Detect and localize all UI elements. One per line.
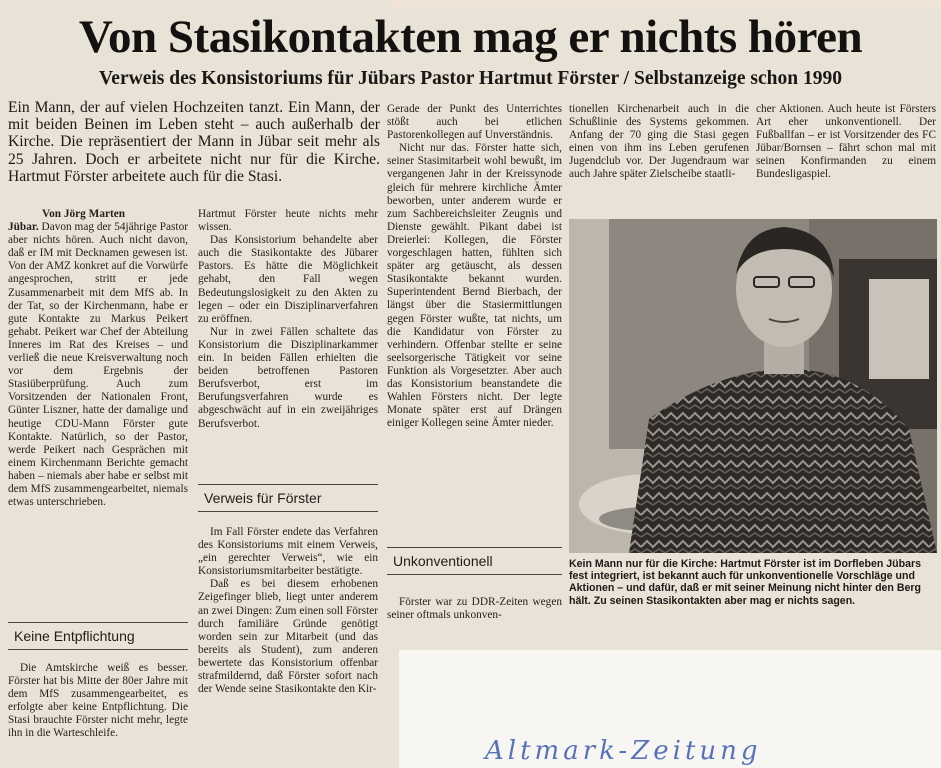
column-3-continued xyxy=(387,596,562,622)
column-2-continued xyxy=(198,526,378,696)
col3-paragraph-1: Gerade der Punkt des Unterrichtes stößt auch bei etlichen Pastorenkollegen auf Unverständnis. xyxy=(387,103,562,142)
column-4 xyxy=(569,103,749,182)
column-3 xyxy=(387,103,562,430)
col2-paragraph-2: Das Konsistorium behandelte aber auch die Stasikontakte des Jübarer Pastors. Es hätte die Möglichkeit gehabt, den Fall wegen Bedeutungslosigkeit zu den Akten zu legen – oder ein Disziplinarverfahren zu eröffnen. xyxy=(198,234,378,325)
headline: Von Stasikontakten mag er nichts hören xyxy=(78,11,863,63)
col2-paragraph-5: Daß es bei diesem erhobenen Zeigefinger blieb, liegt unter anderem an zwei Dingen: Zum einen soll Förster durch familiäre Gründe genötigt worden sein zur Mitarbeit (und das bereits als Student), zum anderen bewertete das Konsistorium offenbar strafmildernd, daß Förster sofort nach der Wende seine Stasikontakte den Kir- xyxy=(198,578,378,696)
portrait-photo xyxy=(569,219,937,553)
byline: Von Jörg Marten xyxy=(42,208,126,220)
col2-paragraph-4: Im Fall Förster endete das Verfahren des Konsistoriums mit einem Verweis, „ein gerechter Verweis“, wie ein Konsistoriumsmitarbeiter bestätigte. xyxy=(198,526,378,578)
col5-paragraph-1: cher Aktionen. Auch heute ist Försters Art eher unkonventionell. Der Fußballfan – er ist Vorsitzender des FC Jübar/Bornsen – fährt schon mal mit seinen Konfirmanden zu einem Bundesligaspiel. xyxy=(756,103,936,181)
col3-paragraph-2: Nicht nur das. Förster hatte sich, seiner Stasimitarbeit wohl bewußt, im vergangenen Jahr in der Kreissynode gleich für mehrere kirchliche Ämter beworben, unter anderem wurde er zum Sachbereichsleiter Zeugnis und Dienste gewählt. Pikant dabei ist Dreierlei: Kollegen, die Förster vorgeschlagen hatten, fühlten sich später arg getäuscht, als dessen Stasikontakte bekannt wurden. Superintendent Bernd Bierbach, der längst über die Stasiermittlungen gegen Förster wußte, tat nichts, um die Kandidatur von Förster zu verhindern. Offenbar stellte er seine seelsorgerische Tätigkeit vor seine Funktion als Vorgesetzter. Aber auch das Konsistorium beanstandete die Wahlen Försters nicht. Der legte Monate später erst auf Drängen einiger Kollegen seine Ämter nieder. xyxy=(387,142,562,430)
column-2 xyxy=(198,208,378,431)
dateline: Jübar. xyxy=(8,221,39,234)
photo-caption: Kein Mann nur für die Kirche: Hartmut Förster ist im Dorfleben Jübars fest integriert, ist bekannt auch für unkonventionelle Vorschläge und Aktionen – und dafür, daß er mit seiner Meinung nicht hinter den Berg hält. Zu seinen Stasikontakten aber mag er nichts sagen. xyxy=(569,558,921,607)
section-heading-keine-entpflichtung: Keine Entpflichtung xyxy=(8,622,188,650)
col2-paragraph-1: Hartmut Förster heute nichts mehr wissen. xyxy=(198,208,378,234)
section-heading-verweis: Verweis für Förster xyxy=(198,484,378,512)
col4-paragraph-1: tionellen Kirchenarbeit auch in die Schußlinie des Systems gekommen. Anfang der 70 ging die Stasi gegen einen von ihm ins Leben gerufenen Jugendclub vor. Der Jugendraum war auch Jahre später Zielscheibe staatli- xyxy=(569,103,749,181)
col1-paragraph-1 xyxy=(8,221,188,509)
column-1-continued xyxy=(8,662,188,741)
col1-p1-text: Davon mag der 54jährige Pastor aber nichts hören. Auch nicht davon, daß er IM mit Decknamen gewesen ist. Von der AMZ konkret auf die Vorwürfe angesprochen, stritt er jede Zusammenarbeit mit dem MfS ab. In der Tat, so der Kirchenmann, habe er gute Kontakte zu Markus Peikert gehabt. Peikert war Chef der Abteilung Inneres im Rat des Kreises – und verließ die neue Kreisverwaltung noch vor dem Ergebnis der Stasiüberprüfung. Auch zum Vorsitzenden der Nationalen Front, Günter Liszner, hatte der damalige und heutige CDU-Mann Förster gute Kontakte. Natürlich, so der Pastor, werde Peikert nach Gesprächen mit einem Kirchenmann Berichte gemacht haben – niemals aber habe er selbst mit dem MfS zusammengearbeitet, niemals etwas unterschrieben. xyxy=(8,221,188,509)
column-5 xyxy=(756,103,936,182)
column-1 xyxy=(8,208,188,509)
section-heading-unkonventionell: Unkonventionell xyxy=(387,547,562,575)
portrait-illustration xyxy=(569,219,937,553)
lead-paragraph: Ein Mann, der auf vielen Hochzeiten tanzt. Ein Mann, der mit beiden Beinen im Leben steht – auch außerhalb der Kirche. Die repräsentiert der Mann in Jübar seit mehr als 25 Jahren. Doch er arbeitete nicht nur für die Kirche. Hartmut Förster arbeitete auch für die Stasi. xyxy=(8,99,380,185)
color-strip xyxy=(392,0,941,8)
col1-paragraph-2: Die Amtskirche weiß es besser. Förster hat bis Mitte der 80er Jahre mit dem MfS zusammengearbeitet, es erfolgte aber keine Entpflichtung. Die Stasi brauchte Förster nicht mehr, legte ihn in die Warteschleife. xyxy=(8,662,188,740)
handwritten-note: Altmark-Zeitung xyxy=(485,736,762,766)
col2-paragraph-3: Nur in zwei Fällen schaltete das Konsistorium die Disziplinarkammer ein. In beiden Fällen erhielten die beiden betroffenen Pastoren Berufsverbot, erst im Berufungsverfahren wurde es abgeschwächt auf in ein zweijähriges Berufsverbot. xyxy=(198,325,378,430)
subheadline: Verweis des Konsistoriums für Jübars Pastor Hartmut Förster / Selbstanzeige schon 1990 xyxy=(99,68,842,89)
col3-paragraph-3: Förster war zu DDR-Zeiten wegen seiner oftmals unkonven- xyxy=(387,596,562,622)
